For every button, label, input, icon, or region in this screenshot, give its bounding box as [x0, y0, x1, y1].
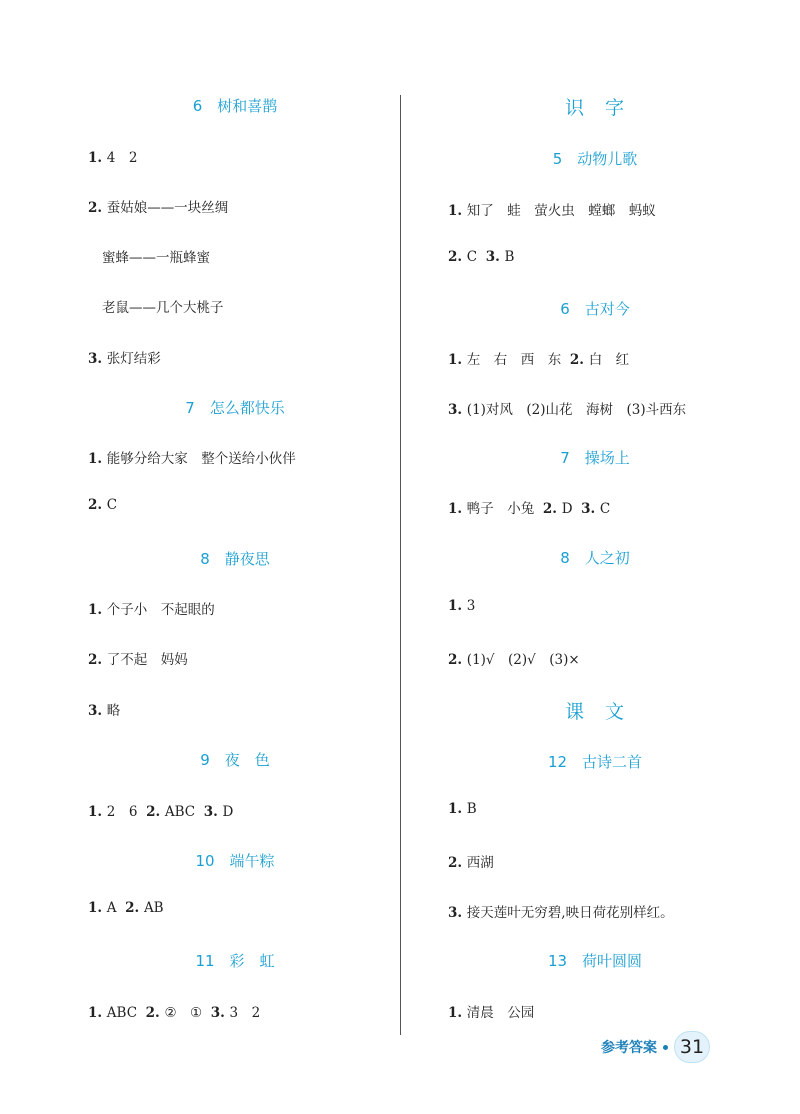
answer-line: 1. B: [448, 801, 477, 817]
lesson-heading: 5 动物儿歌: [552, 150, 638, 168]
lesson-heading: 11 彩 虹: [195, 952, 275, 970]
answer-line: 3. 张灯结彩: [88, 351, 161, 367]
footer-label: 参考答案: [601, 1040, 657, 1056]
footer-dot-icon: [663, 1045, 668, 1050]
lesson-heading: 13 荷叶圆圆: [547, 952, 643, 970]
page-footer: [601, 1032, 710, 1062]
answer-line: 2. C: [88, 497, 118, 513]
section-heading: 识 字: [564, 97, 625, 119]
lesson-heading: 9 夜 色: [200, 751, 270, 769]
answer-line: 1. 鸭子 小兔 2. D 3. C: [448, 501, 611, 517]
answer-line: 1. 3: [448, 598, 476, 614]
answer-line: 1. A 2. AB: [88, 900, 164, 916]
section-heading: 课 文: [564, 701, 625, 723]
lesson-heading: 6 树和喜鹊: [192, 97, 278, 115]
lesson-heading: 7 操场上: [560, 449, 630, 467]
page-number: 31: [674, 1031, 710, 1063]
lesson-heading: 12 古诗二首: [547, 753, 643, 771]
answer-line: 1. 左 右 西 东 2. 白 红: [448, 352, 630, 368]
lesson-heading: 7 怎么都快乐: [185, 399, 285, 417]
answer-line: 蜜蜂——一瓶蜂蜜: [102, 250, 210, 266]
answer-line: 2. 西湖: [448, 855, 494, 871]
answer-line: 1. 能够分给大家 整个送给小伙伴: [88, 451, 296, 467]
answer-line: 1. 清晨 公园: [448, 1005, 535, 1021]
lesson-heading: 8 人之初: [560, 549, 630, 567]
answer-line: 2. 蚕姑娘——一块丝绸: [88, 200, 229, 216]
lesson-heading: 6 古对今: [560, 300, 630, 318]
answer-line: 老鼠——几个大桃子: [102, 300, 224, 316]
lesson-heading: 8 静夜思: [200, 550, 270, 568]
answer-line: 1. 2 6 2. ABC 3. D: [88, 804, 234, 820]
answer-line: 3. 接天莲叶无穷碧,映日荷花别样红。: [448, 905, 674, 921]
answer-line: 1. 4 2: [88, 150, 138, 166]
answer-line: 2. C 3. B: [448, 249, 515, 265]
answer-line: 2. 了不起 妈妈: [88, 652, 188, 668]
answer-line: 1. 个子小 不起眼的: [88, 602, 215, 618]
answer-line: 3. 略: [88, 703, 121, 719]
answer-line: 1. ABC 2. ② ① 3. 3 2: [88, 1005, 261, 1021]
answer-line: 3. (1)对风 (2)山花 海树 (3)斗西东: [448, 402, 687, 418]
lesson-heading: 10 端午粽: [195, 852, 275, 870]
column-divider: [400, 95, 401, 1035]
answer-line: 1. 知了 蛙 萤火虫 螳螂 蚂蚁: [448, 203, 656, 219]
answer-line: 2. (1)√ (2)√ (3)×: [448, 652, 580, 668]
